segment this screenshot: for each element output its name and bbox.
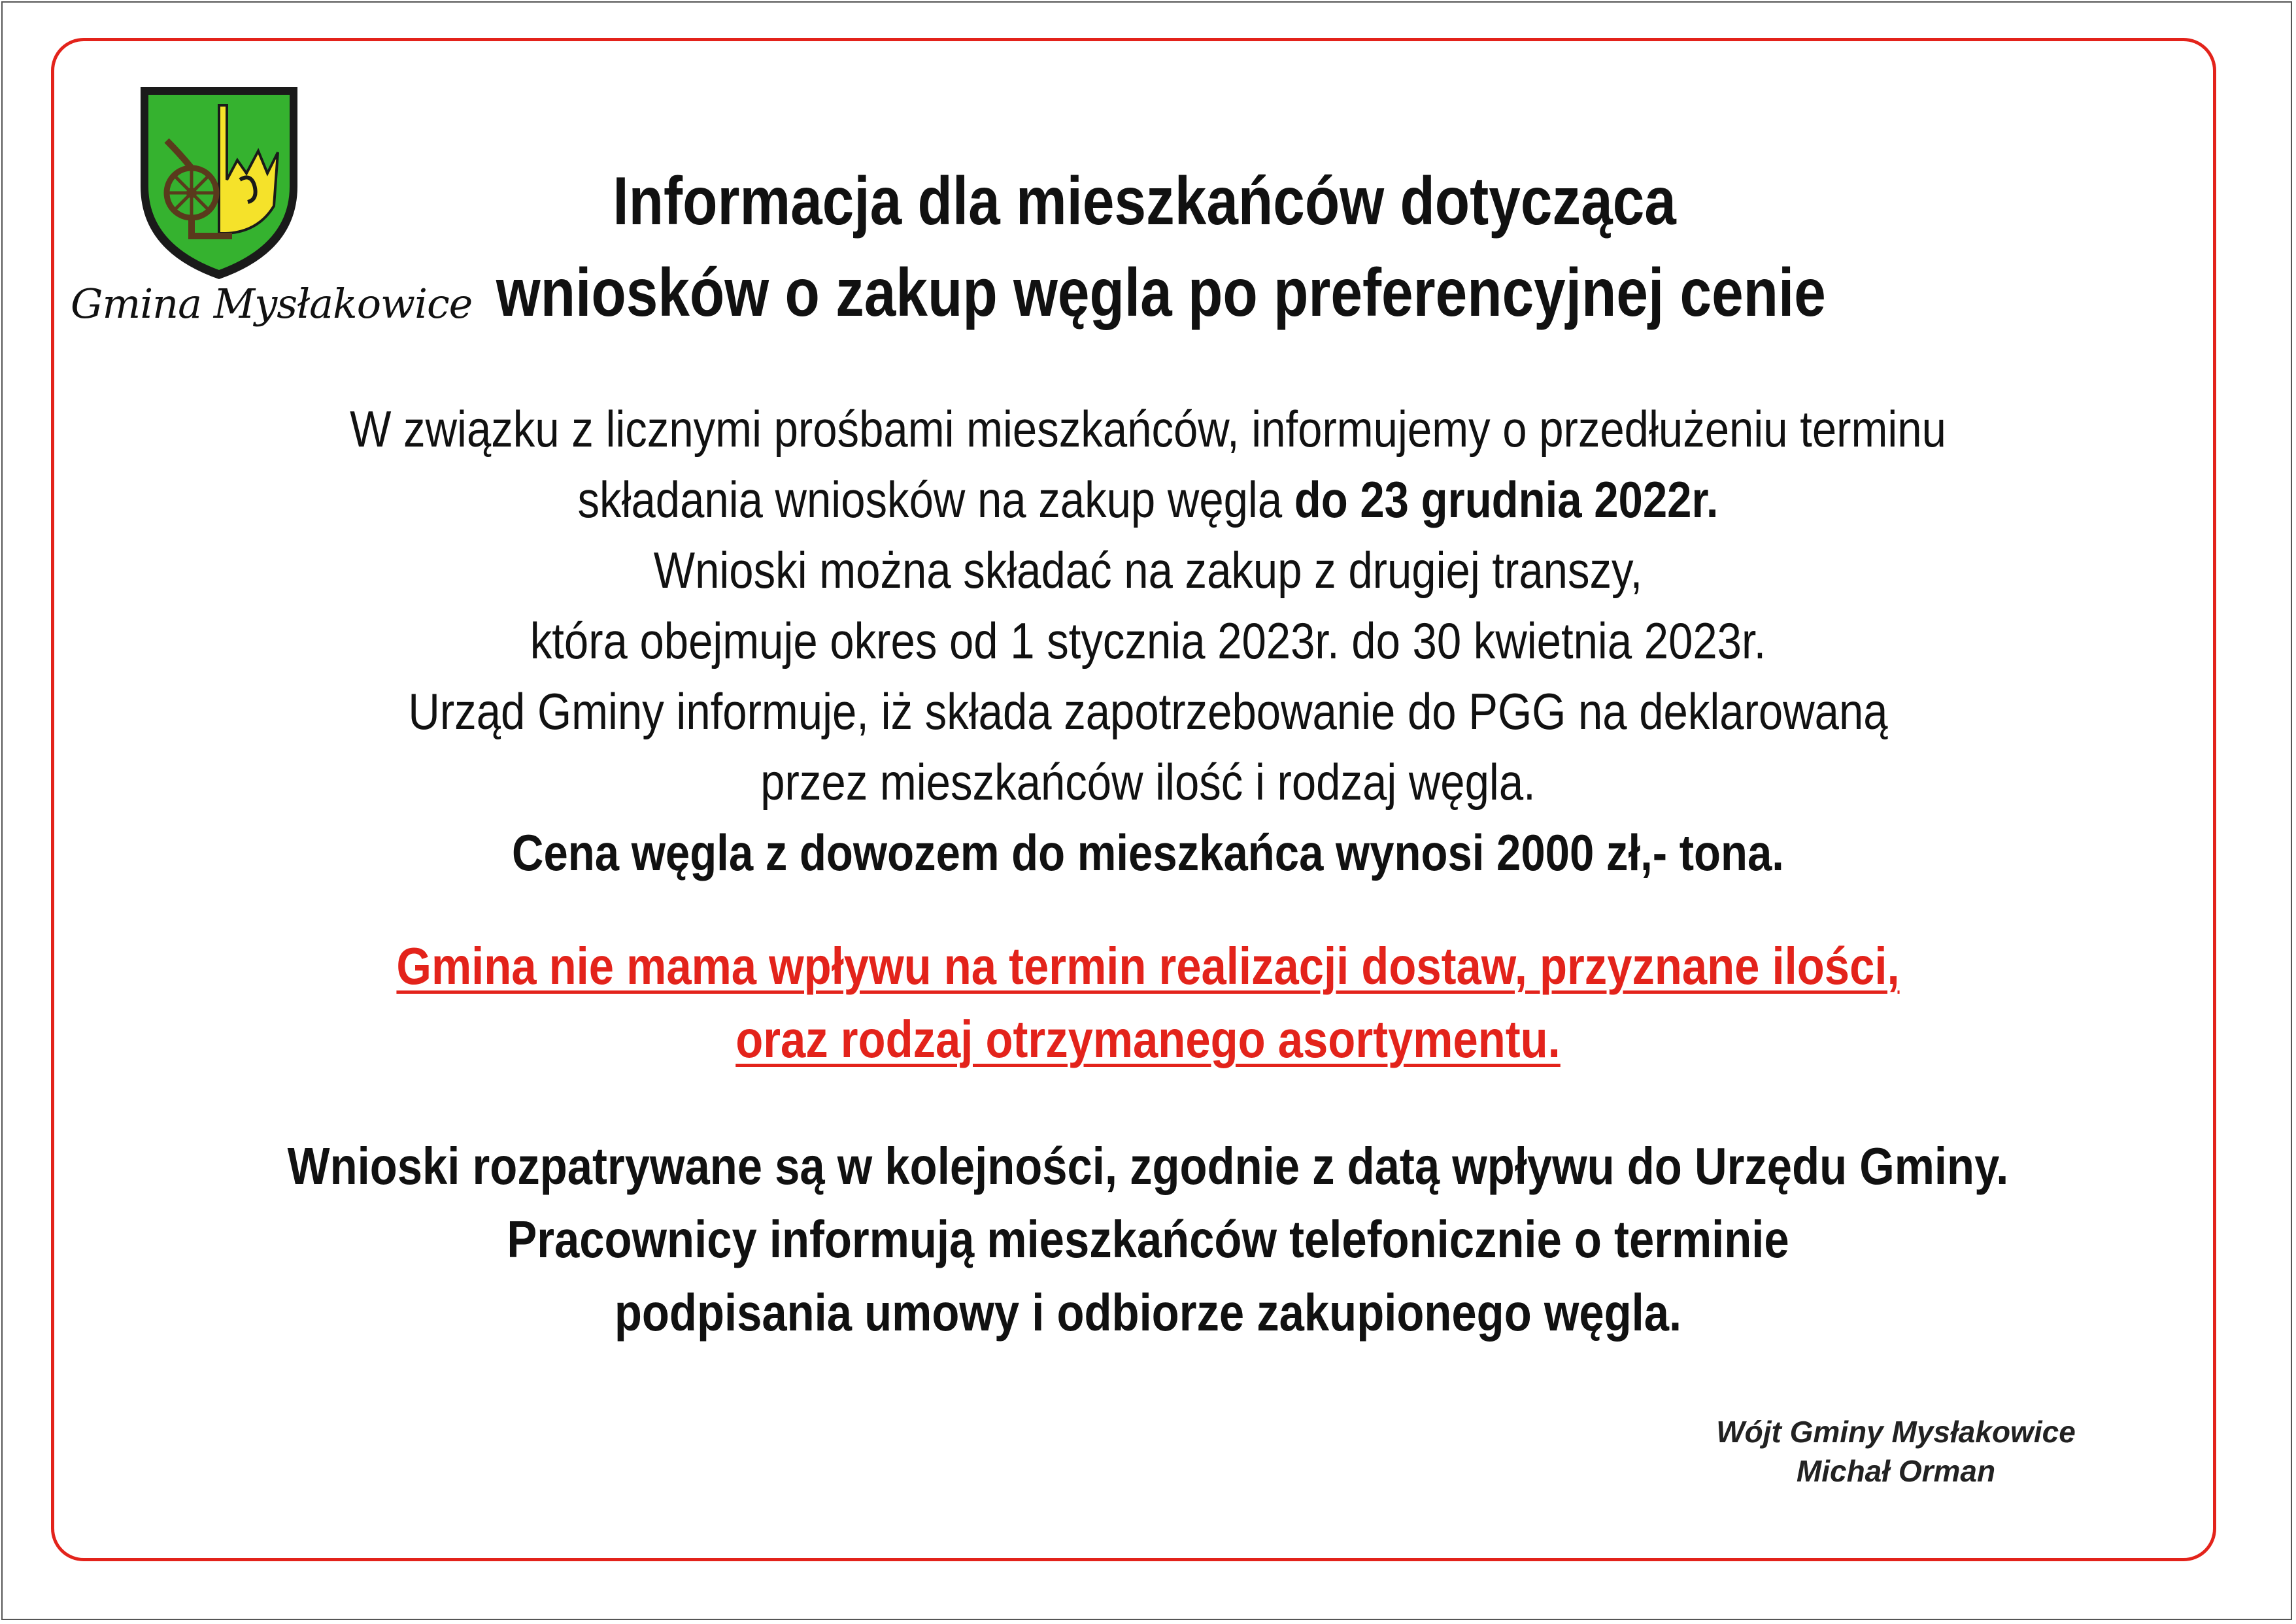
signature-block xyxy=(1634,1412,2157,1491)
price-line: Cena węgla z dowozem do mieszkańca wynosi 2000 zł,- tona. xyxy=(512,824,1784,881)
body-line-1: W związku z licznymi prośbami mieszkańców, informujemy o przedłużeniu terminu xyxy=(350,400,1946,458)
body-line-6: przez mieszkańców ilość i rodzaj węgla. xyxy=(760,753,1536,811)
warning-line-2: oraz rodzaj otrzymanego asortymentu. xyxy=(735,1010,1561,1068)
body-line-3: Wnioski można składać na zakup z drugiej transzy, xyxy=(653,541,1643,599)
crest-caption: Gmina Mysłakowice xyxy=(71,280,473,328)
warning-note xyxy=(161,930,2135,1076)
closing-paragraph xyxy=(161,1130,2135,1349)
body-line-5: Urząd Gminy informuje, iż składa zapotrzebowanie do PGG na deklarowaną xyxy=(408,683,1888,740)
notice-body xyxy=(161,394,2135,888)
body-line-2 xyxy=(161,464,2135,535)
signature-title: Wójt Gminy Mysłakowice xyxy=(1716,1415,2076,1449)
warning-line-1: Gmina nie mama wpływu na termin realizacji dostaw, przyznane ilości, xyxy=(396,937,1900,995)
deadline-highlight: do 23 grudnia 2022r. xyxy=(1294,471,1719,528)
closing-line-3: podpisania umowy i odbiorze zakupionego węgla. xyxy=(614,1283,1682,1342)
closing-line-2: Pracownicy informują mieszkańców telefonicznie o terminie xyxy=(507,1210,1789,1268)
closing-line-1: Wnioski rozpatrywane są w kolejności, zgodnie z datą wpływu do Urzędu Gminy. xyxy=(287,1137,2009,1195)
signature-name: Michał Orman xyxy=(1796,1454,1996,1488)
body-line-4: która obejmuje okres od 1 stycznia 2023r. do 30 kwietnia 2023r. xyxy=(530,612,1766,669)
notice-title xyxy=(197,156,2125,339)
title-line-2: wniosków o zakup węgla po preferencyjnej cenie xyxy=(496,255,1826,331)
body-line-2-text: składania wniosków na zakup węgla xyxy=(577,471,1294,528)
title-line-1: Informacja dla mieszkańców dotycząca xyxy=(613,163,1676,239)
